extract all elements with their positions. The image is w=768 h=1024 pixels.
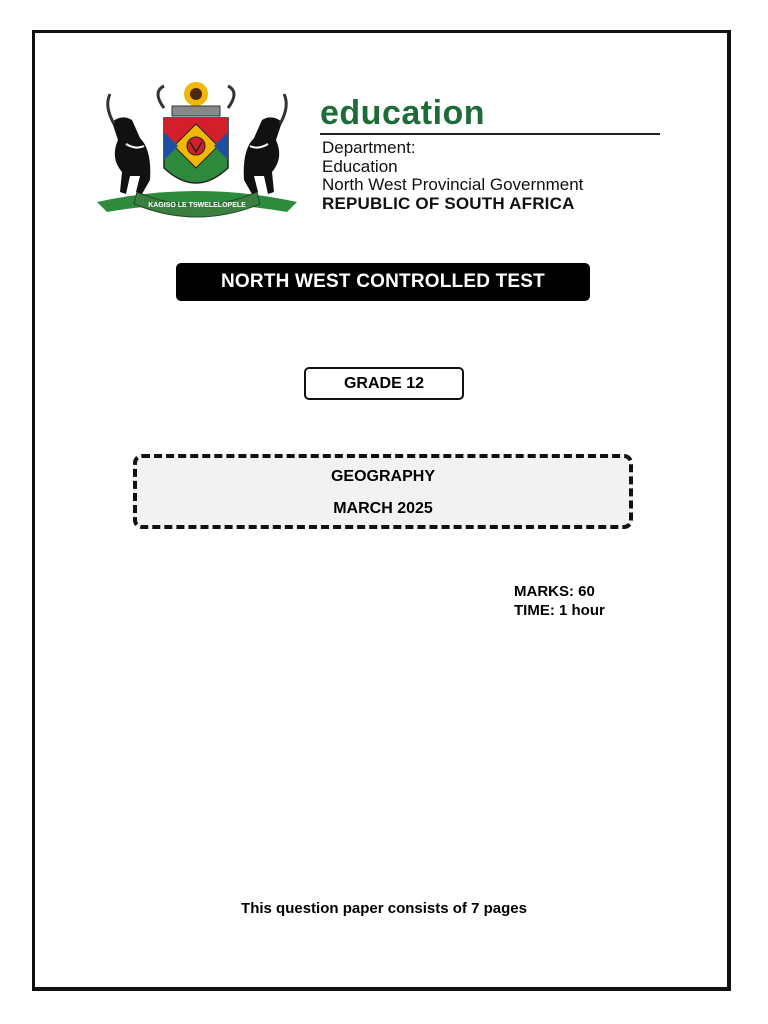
subject-name: GEOGRAPHY <box>330 468 435 485</box>
test-title-banner: NORTH WEST CONTROLLED TEST <box>176 263 590 301</box>
department-line-2: Education <box>322 156 398 176</box>
department-line-1: Department: <box>322 138 416 157</box>
brand-wordmark: education <box>320 94 486 132</box>
exam-date: MARCH 2025 <box>333 500 433 517</box>
subject-box <box>133 454 633 529</box>
department-line-3: North West Provincial Government <box>322 175 584 194</box>
department-block <box>322 139 583 213</box>
grade-label: GRADE 12 <box>304 367 464 400</box>
crest-motto: KAGISO LE TSWELELOPELE <box>148 202 246 209</box>
exam-info <box>514 582 605 620</box>
coat-of-arms-logo <box>92 80 302 225</box>
marks-text: MARKS: 60 <box>514 583 595 600</box>
time-text: TIME: 1 hour <box>514 602 605 619</box>
page-count-note: This question paper consists of 7 pages <box>241 900 527 917</box>
country-line: REPUBLIC OF SOUTH AFRICA <box>322 193 575 213</box>
brand-divider <box>320 133 660 135</box>
